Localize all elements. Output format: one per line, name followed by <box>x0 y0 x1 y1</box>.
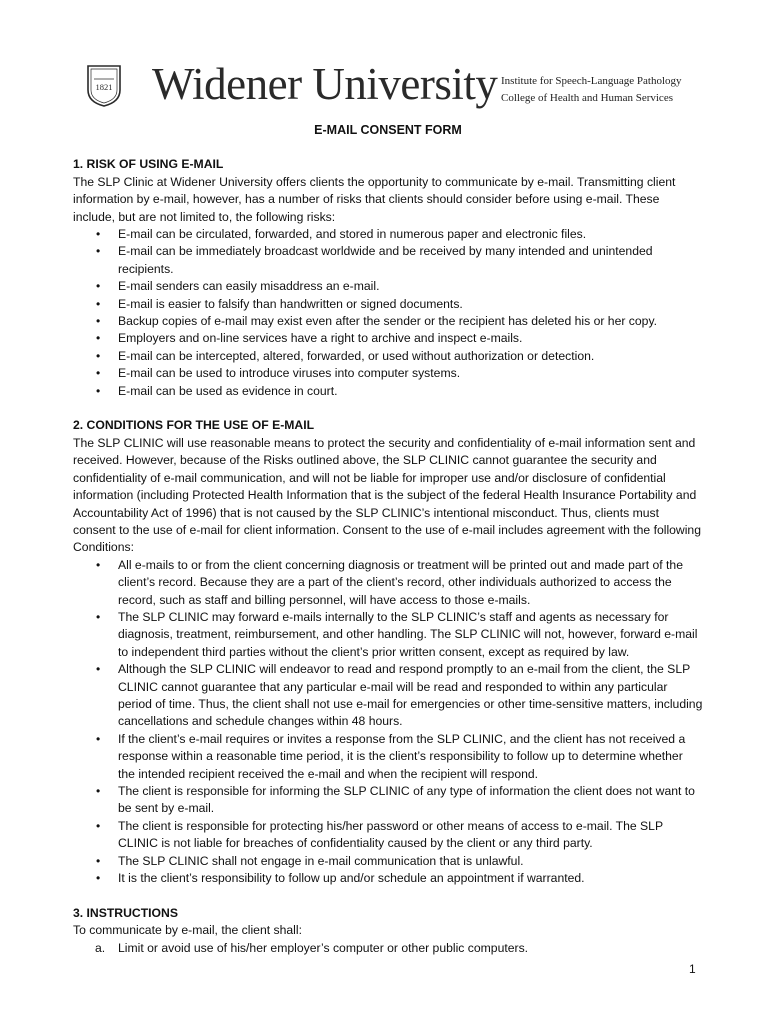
risk-list <box>73 226 703 400</box>
list-item: • It is the client’s responsibility to follow up and/or schedule an appointment if warranted. <box>118 870 703 887</box>
section-heading: 1. RISK OF USING E-MAIL <box>73 157 224 172</box>
section-conditions <box>73 417 703 887</box>
list-item: • E-mail can be used to introduce viruses into computer systems. <box>118 365 703 382</box>
list-item: • E-mail can be used as evidence in court. <box>118 383 703 400</box>
section-instructions <box>73 905 703 957</box>
section-heading: 2. CONDITIONS FOR THE USE OF E-MAIL <box>73 418 315 433</box>
list-item: • Backup copies of e-mail may exist even after the sender or the recipient has deleted his or her copy. <box>118 313 703 330</box>
section-intro: The SLP CLINIC will use reasonable means to protect the security and confidentiality of e-mail information sent and received. However, because of the Risks outlined above, the SLP CLINIC cannot guarantee the security and confidentiality of e-mail communication, and will not be liable for improper use and/or disclosure of confidential information (including Protected Health Information that is the subject of the federal Health Insurance Portability and Accountability Act of 1996) that is not caused by the SLP CLINIC’s intentional misconduct. Thus, clients must consent to the use of e-mail for client information. Consent to the use of e-mail includes agreement with the following Conditions: <box>73 435 701 555</box>
institute-block <box>501 73 682 107</box>
list-item: • E-mail can be immediately broadcast worldwide and be received by many intended and unintended recipients. <box>118 243 703 278</box>
page-number: 1 <box>689 962 696 976</box>
list-item: • The client is responsible for protecting his/her password or other means of access to e-mail. The SLP CLINIC is not liable for breaches of confidentiality caused by the client or any third party. <box>118 818 703 853</box>
college-name: College of Health and Human Services <box>501 92 673 104</box>
list-item: • Although the SLP CLINIC will endeavor to read and respond promptly to an e-mail from the client, the SLP CLINIC cannot guarantee that any particular e-mail will be read and responded to within any particular period of time. Thus, the client shall not use e-mail for emergencies or other time-sensitive matters, including cancellations and schedule changes within 48 hours. <box>118 661 703 731</box>
university-seal-icon <box>86 64 122 108</box>
list-item: • If the client’s e-mail requires or invites a response from the SLP CLINIC, and the client has not received a response within a reasonable time period, it is the client’s responsibility to follow up to determine whether the intended recipient received the e-mail and when the recipient will respond. <box>118 731 703 783</box>
list-item: • E-mail senders can easily misaddress an e-mail. <box>118 278 703 295</box>
conditions-list <box>73 557 703 888</box>
list-item: • The SLP CLINIC may forward e-mails internally to the SLP CLINIC’s staff and agents as necessary for diagnosis, treatment, reimbursement, and other handling. The SLP CLINIC will not, however, forward e-mail to independent third parties without the client’s prior written consent, except as required by law. <box>118 609 703 661</box>
form-title: E-MAIL CONSENT FORM <box>314 123 462 137</box>
section-risk <box>73 156 703 400</box>
seal-year: 1821 <box>95 82 113 92</box>
list-item <box>95 940 703 957</box>
list-item: • E-mail can be intercepted, altered, forwarded, or used without authorization or detection. <box>118 348 703 365</box>
instructions-list <box>73 940 703 957</box>
institute-name: Institute for Speech-Language Pathology <box>501 75 682 87</box>
list-item-text: Limit or avoid use of his/her employer’s computer or other public computers. <box>118 940 529 955</box>
university-wordmark: Widener University <box>152 59 498 109</box>
section-intro: To communicate by e-mail, the client shall: <box>73 923 302 938</box>
list-item: • E-mail is easier to falsify than handwritten or signed documents. <box>118 296 703 313</box>
letterhead <box>86 60 696 112</box>
list-item: • The SLP CLINIC shall not engage in e-mail communication that is unlawful. <box>118 853 703 870</box>
list-item: • Employers and on-line services have a right to archive and inspect e-mails. <box>118 330 703 347</box>
section-heading: 3. INSTRUCTIONS <box>73 905 178 920</box>
list-item: • All e-mails to or from the client concerning diagnosis or treatment will be printed out and made part of the client’s record. Because they are a part of the client’s record, other individuals authorized to access the record, such as staff and billing personnel, will have access to those e-mails. <box>118 557 703 609</box>
form-body <box>73 122 703 957</box>
list-item: • The client is responsible for informing the SLP CLINIC of any type of information the client does not want to be sent by e-mail. <box>118 783 703 818</box>
section-intro: The SLP Clinic at Widener University offers clients the opportunity to communicate by e-mail. Transmitting client information by e-mail, however, has a number of risks that clients should consider before using e-mail. These include, but are not limited to, the following risks: <box>73 174 676 224</box>
list-item: • E-mail can be circulated, forwarded, and stored in numerous paper and electronic files. <box>118 226 703 243</box>
list-marker: a. <box>95 940 106 955</box>
